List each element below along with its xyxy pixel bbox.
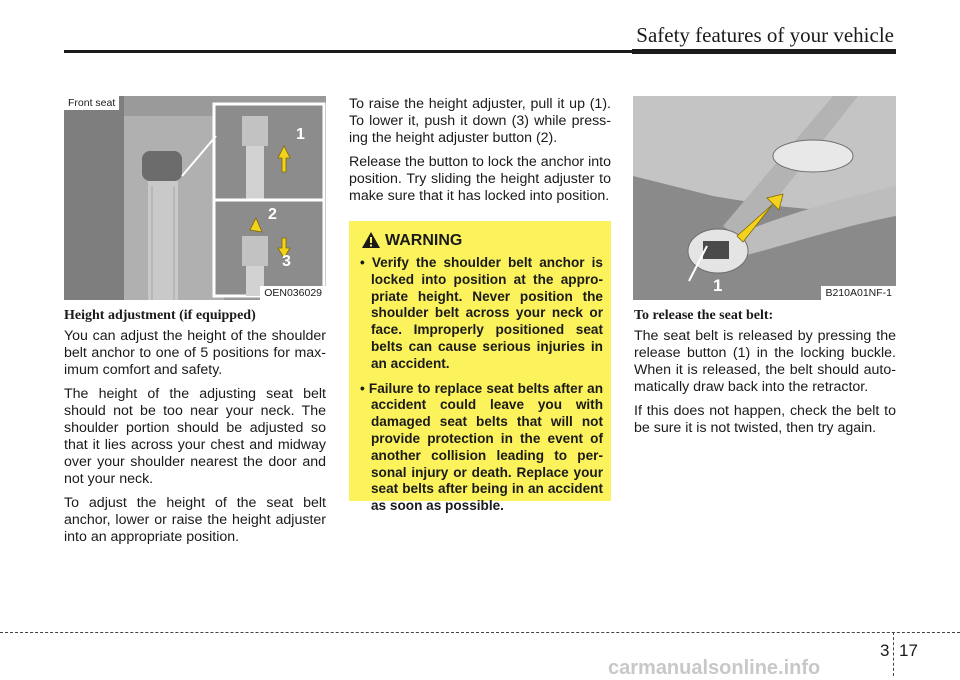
paragraph: The seat belt is released by pressing the release button (1) in the locking buckle. When it is released, the belt should auto-matically draw back into the retractor. (634, 328, 896, 395)
seat-belt-anchor-figure (64, 96, 326, 300)
section-heading: Height adjustment (if equipped) (64, 308, 256, 323)
warning-triangle-icon (361, 231, 381, 249)
figure-code: OEN036029 (260, 286, 326, 300)
right-column-text (634, 307, 896, 444)
warning-list (357, 255, 603, 523)
callout-1: 1 (296, 126, 305, 143)
paragraph: You can adjust the height of the shoulder belt anchor to one of 5 positions for max-imum comfort and safety. (64, 328, 326, 378)
page-header-title: Safety features of your vehicle (636, 23, 894, 47)
chapter-number: 3 (880, 641, 890, 660)
footer-divider (893, 632, 894, 676)
figure-code: B210A01NF-1 (821, 286, 896, 300)
header-rule-accent (632, 49, 896, 54)
watermark: carmanualsonline.info (608, 657, 821, 679)
callout-1: 1 (713, 276, 723, 295)
warning-item: • Verify the shoulder belt anchor is locked into position at the appro-priate height. Never position the shoulder belt across your neck or face. Improperly positioned seat belts can cause serious injuries in an accident. (360, 255, 603, 371)
left-column-text (64, 307, 326, 553)
warning-title: WARNING (385, 232, 463, 249)
seat-belt-release-illustration (633, 96, 896, 300)
figure-label: Front seat (64, 96, 119, 110)
footer-rule (0, 632, 960, 633)
section-heading: To release the seat belt: (634, 308, 774, 323)
warning-item: • Failure to replace seat belts after an accident could leave you with damaged seat belts that will not provide protection in the event of another collision leading to per-sonal injury or death. Replace your seat belts after being in an accident as soon as possible. (360, 380, 603, 514)
paragraph: To raise the height adjuster, pull it up (1). To lower it, push it down (3) while press-ing the height adjuster button (2). (349, 96, 611, 146)
seat-belt-release-figure (633, 96, 896, 300)
middle-column-text (349, 96, 611, 212)
paragraph: The height of the adjusting seat belt should not be too near your neck. The shoulder portion should be adjusted so that it lies across your chest and midway over your shoulder nearest the door and not your neck. (64, 386, 326, 487)
warning-box (349, 221, 611, 514)
paragraph: To adjust the height of the seat belt anchor, lower or raise the height adjuster into an appropriate position. (64, 495, 326, 545)
callout-3: 3 (282, 253, 291, 270)
paragraph: Release the button to lock the anchor into position. Try sliding the height adjuster to make sure that it has locked into position. (349, 154, 611, 204)
page-number: 17 (899, 641, 918, 660)
paragraph: If this does not happen, check the belt to be sure it is not twisted, then try again. (634, 403, 896, 436)
callout-2: 2 (268, 206, 277, 223)
